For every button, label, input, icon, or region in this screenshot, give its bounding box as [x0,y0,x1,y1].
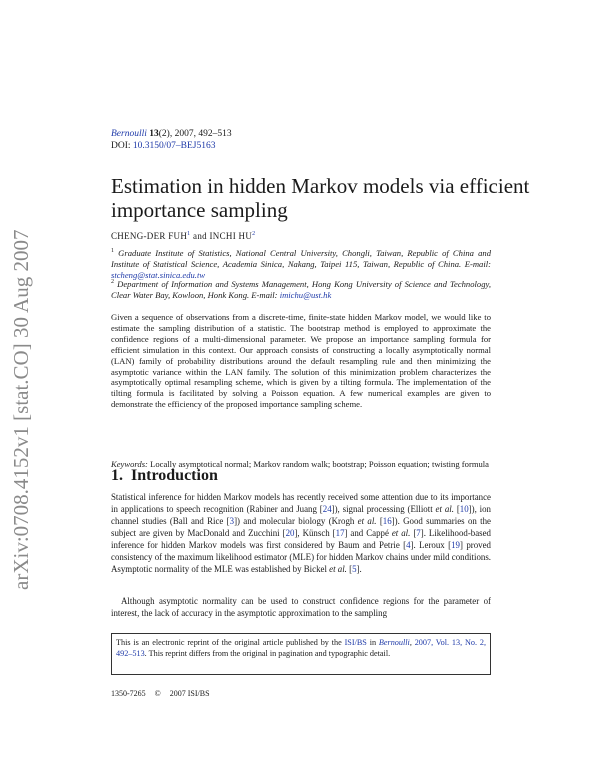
affiliation-text: Graduate Institute of Statistics, National Central University, Chongli, Taiwan, Republic of China and Institute of Statistical Science, Academia Sinica, Nakang, Taipei 115, Taiwan, Republic of China. E-mail: [111,248,491,269]
citation-link[interactable]: 16 [382,516,392,526]
affiliation-marker[interactable]: 1 [187,231,191,237]
affiliation-number: 1 [111,248,114,255]
notice-text: in [366,638,379,647]
publisher-link[interactable]: ISI/BS [344,638,367,647]
citation-link[interactable]: 24 [322,504,332,514]
notice-text: , [409,638,415,647]
body-text: [ [453,504,460,514]
citation-link[interactable]: 10 [459,504,469,514]
et-al: et al. [391,528,411,538]
paper-title: Estimation in hidden Markov models via efficient importance sampling [111,174,530,222]
author-name: INCHI HU [209,231,253,241]
doi-line [111,140,216,152]
email-link[interactable]: imichu@ust.hk [279,290,332,300]
citation-link[interactable]: 20 [285,528,295,538]
citation-link[interactable]: 3 [229,516,235,526]
body-text: ]), signal processing (Elliott [331,504,436,514]
arxiv-identifier-stamp: arXiv:0708.4152v1 [stat.CO] 30 Aug 2007 [9,229,33,590]
body-text: ] and Cappé [344,528,392,538]
journal-reference [111,128,232,140]
et-al: et al. [435,504,454,514]
affiliation-number: 2 [111,279,114,286]
intro-paragraph [111,491,491,575]
notice-text: . This reprint differs from the original in pagination and typographic detail. [144,649,391,658]
intro-paragraph-2: Although asymptotic normality can be used to construct confidence regions for the parameter of interest, the lack of accuracy in the asymptotic approximation to the sampling [111,596,491,618]
et-al: et al. [357,516,377,526]
affiliation-2 [111,279,491,301]
body-text: ] proved consistency of the maximum likelihood estimator (MLE) for hidden Markov chains under mild conditions. Asymptotic normality of the MLE was established by Bickel [111,540,491,574]
citation-link[interactable]: 19 [451,540,460,550]
body-text: ]. Leroux [ [410,540,452,550]
copyright-icon: © [154,689,161,698]
et-al: et al. [329,564,347,574]
keywords-text: Locally asymptotical normal; Markov random walk; bootstrap; Poisson equation; twisting formula [150,459,489,469]
body-text: ]. [356,564,362,574]
issn: 1350-7265 [111,689,146,698]
copyright-text: 2007 ISI/BS [169,689,210,698]
citation-link[interactable]: 4 [406,540,411,550]
reprint-notice-box [111,633,491,675]
citation-link[interactable]: 2007, Vol. 13, No. 2, 492–513 [116,638,486,658]
body-text: ]). Good summaries on the subject are given by MacDonald and Zucchini [ [111,516,491,538]
email-link[interactable]: stcheng@stat.sinica.edu.tw [111,270,206,280]
page-footer [111,689,217,698]
notice-text: This is an electronic reprint of the original article published by the [116,638,345,647]
affiliation-marker[interactable]: 2 [252,231,256,237]
citation-link[interactable]: 5 [352,564,357,574]
citation-link[interactable]: 17 [335,528,345,538]
body-text: ], Künsch [ [294,528,336,538]
body-text: ]. Likelihood-based inference for hidden Markov models was first considered by Baum and Petrie [ [111,528,491,550]
author-name: CHENG-DER FUH [111,231,188,241]
keywords-label: Keywords: [111,459,148,469]
body-text: Statistical inference for hidden Markov models has recently received some attention due to its importance in applications to speech recognition (Rabiner and Juang [ [111,492,491,514]
journal-link[interactable]: Bernoulli [111,129,147,139]
body-text: ]) and molecular biology (Krogh [234,516,358,526]
doi-label: DOI: [111,141,131,151]
abstract: Given a sequence of observations from a discrete-time, finite-state hidden Markov model, we would like to estimate the sampling distribution of a statistic. The bootstrap method is employed to approximate the confidence regions of a multi-dimensional parameter. We propose an importance sampling formula for efficient simulation in this context. Our approach consists of constructing a locally asymptotically normal (LAN) family of probability distributions around the default resampling rule and then minimizing the asymptotic variance within the LAN family. The solution of this minimization problem characterizes the asymptotically optimal resampling scheme, which is given by a tilting formula. The implementation of the tilting formula is facilitated by solving a Poisson equation. A few numerical examples are given to demonstrate the efficiency of the proposed importance sampling scheme. [111,312,491,410]
section-title: Introduction [131,467,218,484]
body-text: [ [410,528,417,538]
doi-link[interactable]: 10.3150/07–BEJ5163 [132,141,216,151]
section-number: 1. [111,467,123,484]
body-text: ]), ion channel studies (Ball and Rice [ [111,504,491,526]
body-text: [ [376,516,383,526]
citation-link[interactable]: 7 [416,528,421,538]
journal-link[interactable]: Bernoulli [378,638,410,647]
journal-volume: 13 [149,129,159,139]
affiliation-1 [111,248,491,281]
journal-issue-pages: (2), 2007, 492–513 [158,129,232,139]
author-list [111,231,255,241]
affiliation-text: Department of Information and Systems Management, Hong Kong University of Science and Technology, Clear Water Bay, Kowloon, Honk Kong. E-mail: [111,279,491,300]
author-conjunction: and [193,231,207,241]
body-text: [ [346,564,353,574]
